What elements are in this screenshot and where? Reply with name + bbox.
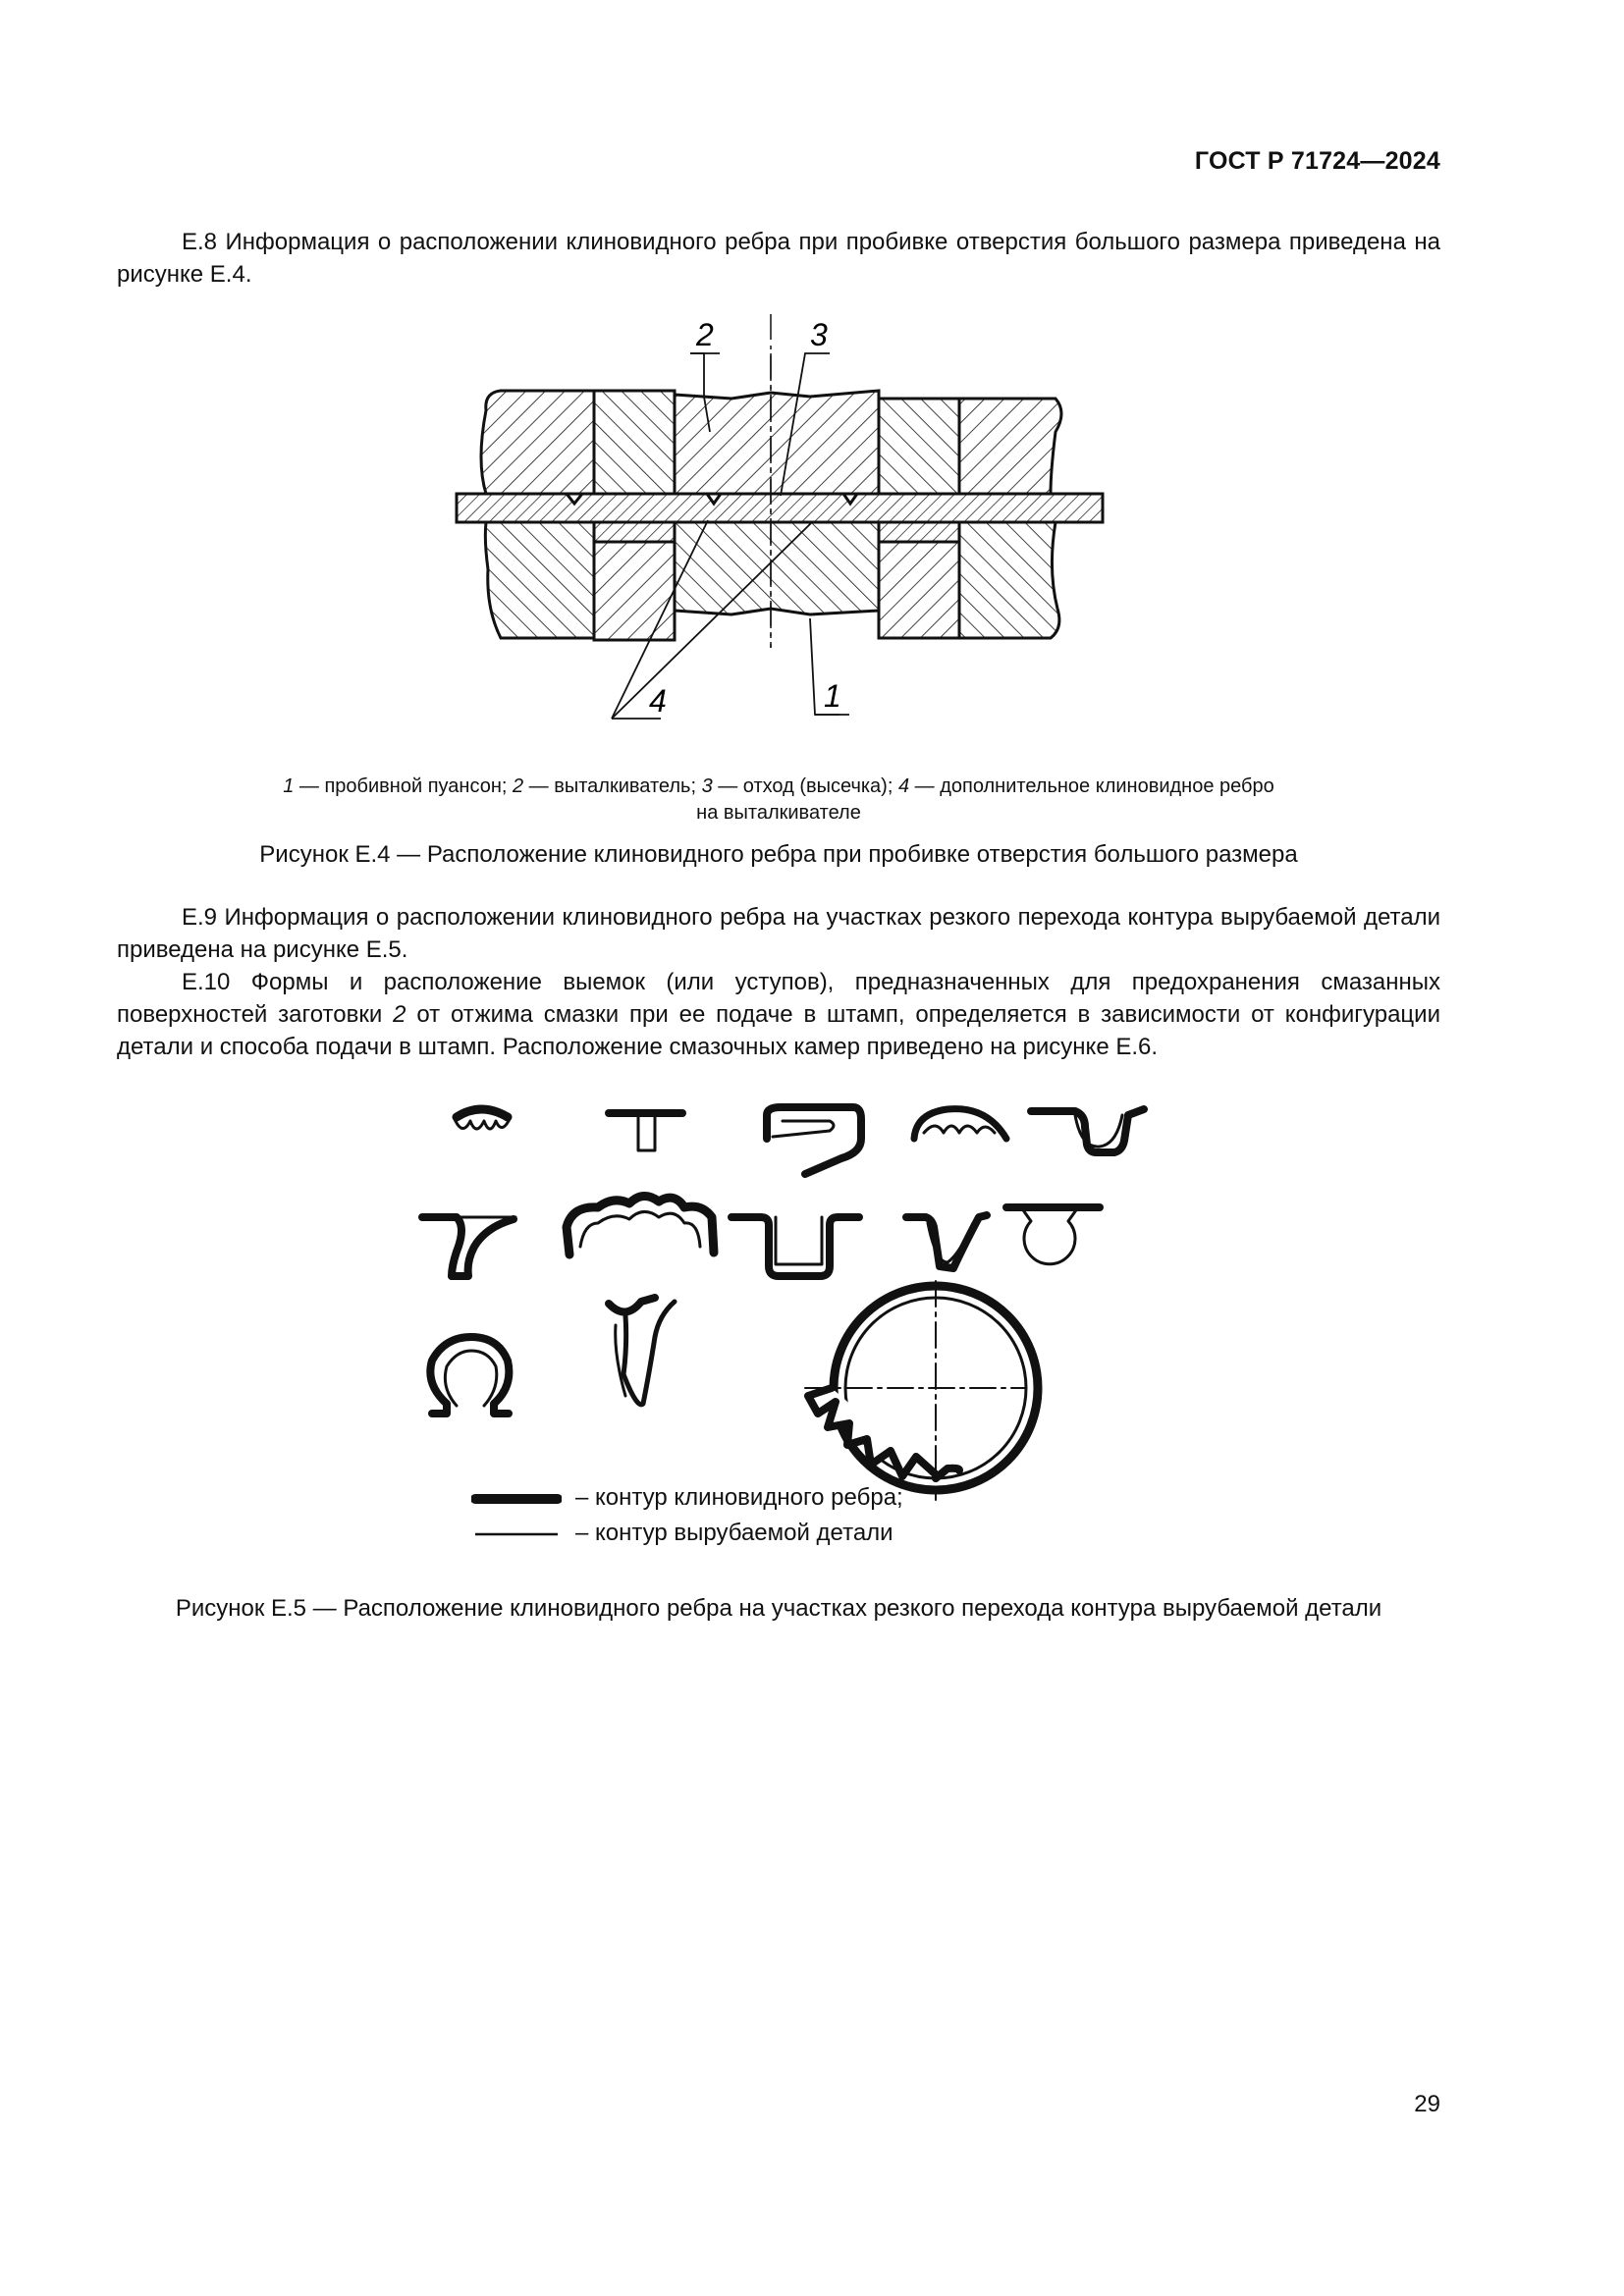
shape-circle-with-teeth xyxy=(805,1281,1038,1500)
figure-e5-drawing xyxy=(398,1080,1242,1551)
callout-1: 1 xyxy=(824,678,841,714)
figure-e5-caption: Рисунок Е.5 — Расположение клиновидного ребра на участках резкого перехода контура вырубаемой детали xyxy=(175,1595,1382,1622)
upper-left-die xyxy=(481,391,594,494)
legend-thin-row xyxy=(471,1519,893,1548)
shape-step-channel xyxy=(731,1217,859,1276)
legend-thick-row xyxy=(471,1483,903,1513)
paragraph-e9-text: Е.9 Информация о расположении клиновидного ребра на участках резкого перехода контура вырубаемой детали приведена на рисунке Е.5. xyxy=(117,904,1440,963)
paragraph-e10 xyxy=(117,966,1440,1063)
figure-e4-drawing xyxy=(447,314,1114,726)
legend-item2-num: 2 xyxy=(512,775,524,797)
paragraph-e8 xyxy=(117,226,1440,291)
paragraph-e9 xyxy=(117,901,1440,966)
shape-narrow-u xyxy=(906,1215,987,1268)
legend-thin-text: – контур вырубаемой детали xyxy=(575,1520,893,1546)
shape-hook xyxy=(767,1107,861,1174)
sheet-strip xyxy=(457,494,1103,522)
legend-item4-text: — дополнительное клиновидное ребро xyxy=(909,775,1274,797)
legend-line2: на выталкивателе xyxy=(696,802,861,824)
shape-u-channel xyxy=(1031,1109,1144,1152)
lower-left-layer xyxy=(594,522,675,542)
callout-4: 4 xyxy=(649,683,667,719)
legend-thin-line xyxy=(471,1527,562,1541)
legend-item1-num: 1 xyxy=(283,775,295,797)
upper-right-plate xyxy=(879,399,959,494)
punch xyxy=(675,522,879,614)
shape-wavy-cap xyxy=(457,1109,508,1117)
lower-right-plate xyxy=(879,542,959,638)
legend-item3-num: 3 xyxy=(701,775,713,797)
upper-right-die xyxy=(959,399,1061,494)
legend-item1-text: — пробивной пуансон; xyxy=(294,775,513,797)
legend-thick-text: – контур клиновидного ребра; xyxy=(575,1484,903,1511)
lower-left-die xyxy=(485,522,594,638)
page-number: 29 xyxy=(1414,2091,1440,2117)
lower-left-plate xyxy=(594,542,675,640)
shape-wavy-arc xyxy=(914,1109,1006,1139)
paragraph-e10-text-a: Е.10 Формы и расположение выемок (или уступов), предназначенных для предохранения смазанных поверхностей заготовки xyxy=(117,969,1440,1028)
shape-y-branch xyxy=(609,1298,655,1312)
document-header: ГОСТ Р 71724—2024 xyxy=(1194,147,1440,175)
paragraph-e10-text-b: от отжима смазки при ее подаче в штамп, определяется в зависимости от конфигурации детали и способа подачи в штамп. Расположение смазочных камер приведено на рисунке Е.6. xyxy=(117,1001,1440,1060)
paragraph-e8-text: Е.8 Информация о расположении клиновидного ребра при пробивке отверстия большого размера приведена на рисунке Е.4. xyxy=(117,229,1440,288)
upper-left-plate xyxy=(594,391,675,494)
shape-y-left xyxy=(422,1217,461,1276)
figure-e4-legend xyxy=(117,774,1440,827)
figure-e4-caption: Рисунок Е.4 — Расположение клиновидного ребра при пробивке отверстия большого размера xyxy=(259,841,1298,868)
legend-thick-line xyxy=(471,1492,562,1506)
lower-right-die xyxy=(959,522,1059,638)
paragraph-e10-ref: 2 xyxy=(393,1001,406,1028)
legend-item3-text: — отход (высечка); xyxy=(712,775,898,797)
callout-2: 2 xyxy=(696,317,714,352)
legend-item4-num: 4 xyxy=(897,775,910,797)
legend-item2-text: — выталкиватель; xyxy=(523,775,702,797)
lower-right-layer xyxy=(879,522,959,542)
callout-3: 3 xyxy=(810,317,828,352)
